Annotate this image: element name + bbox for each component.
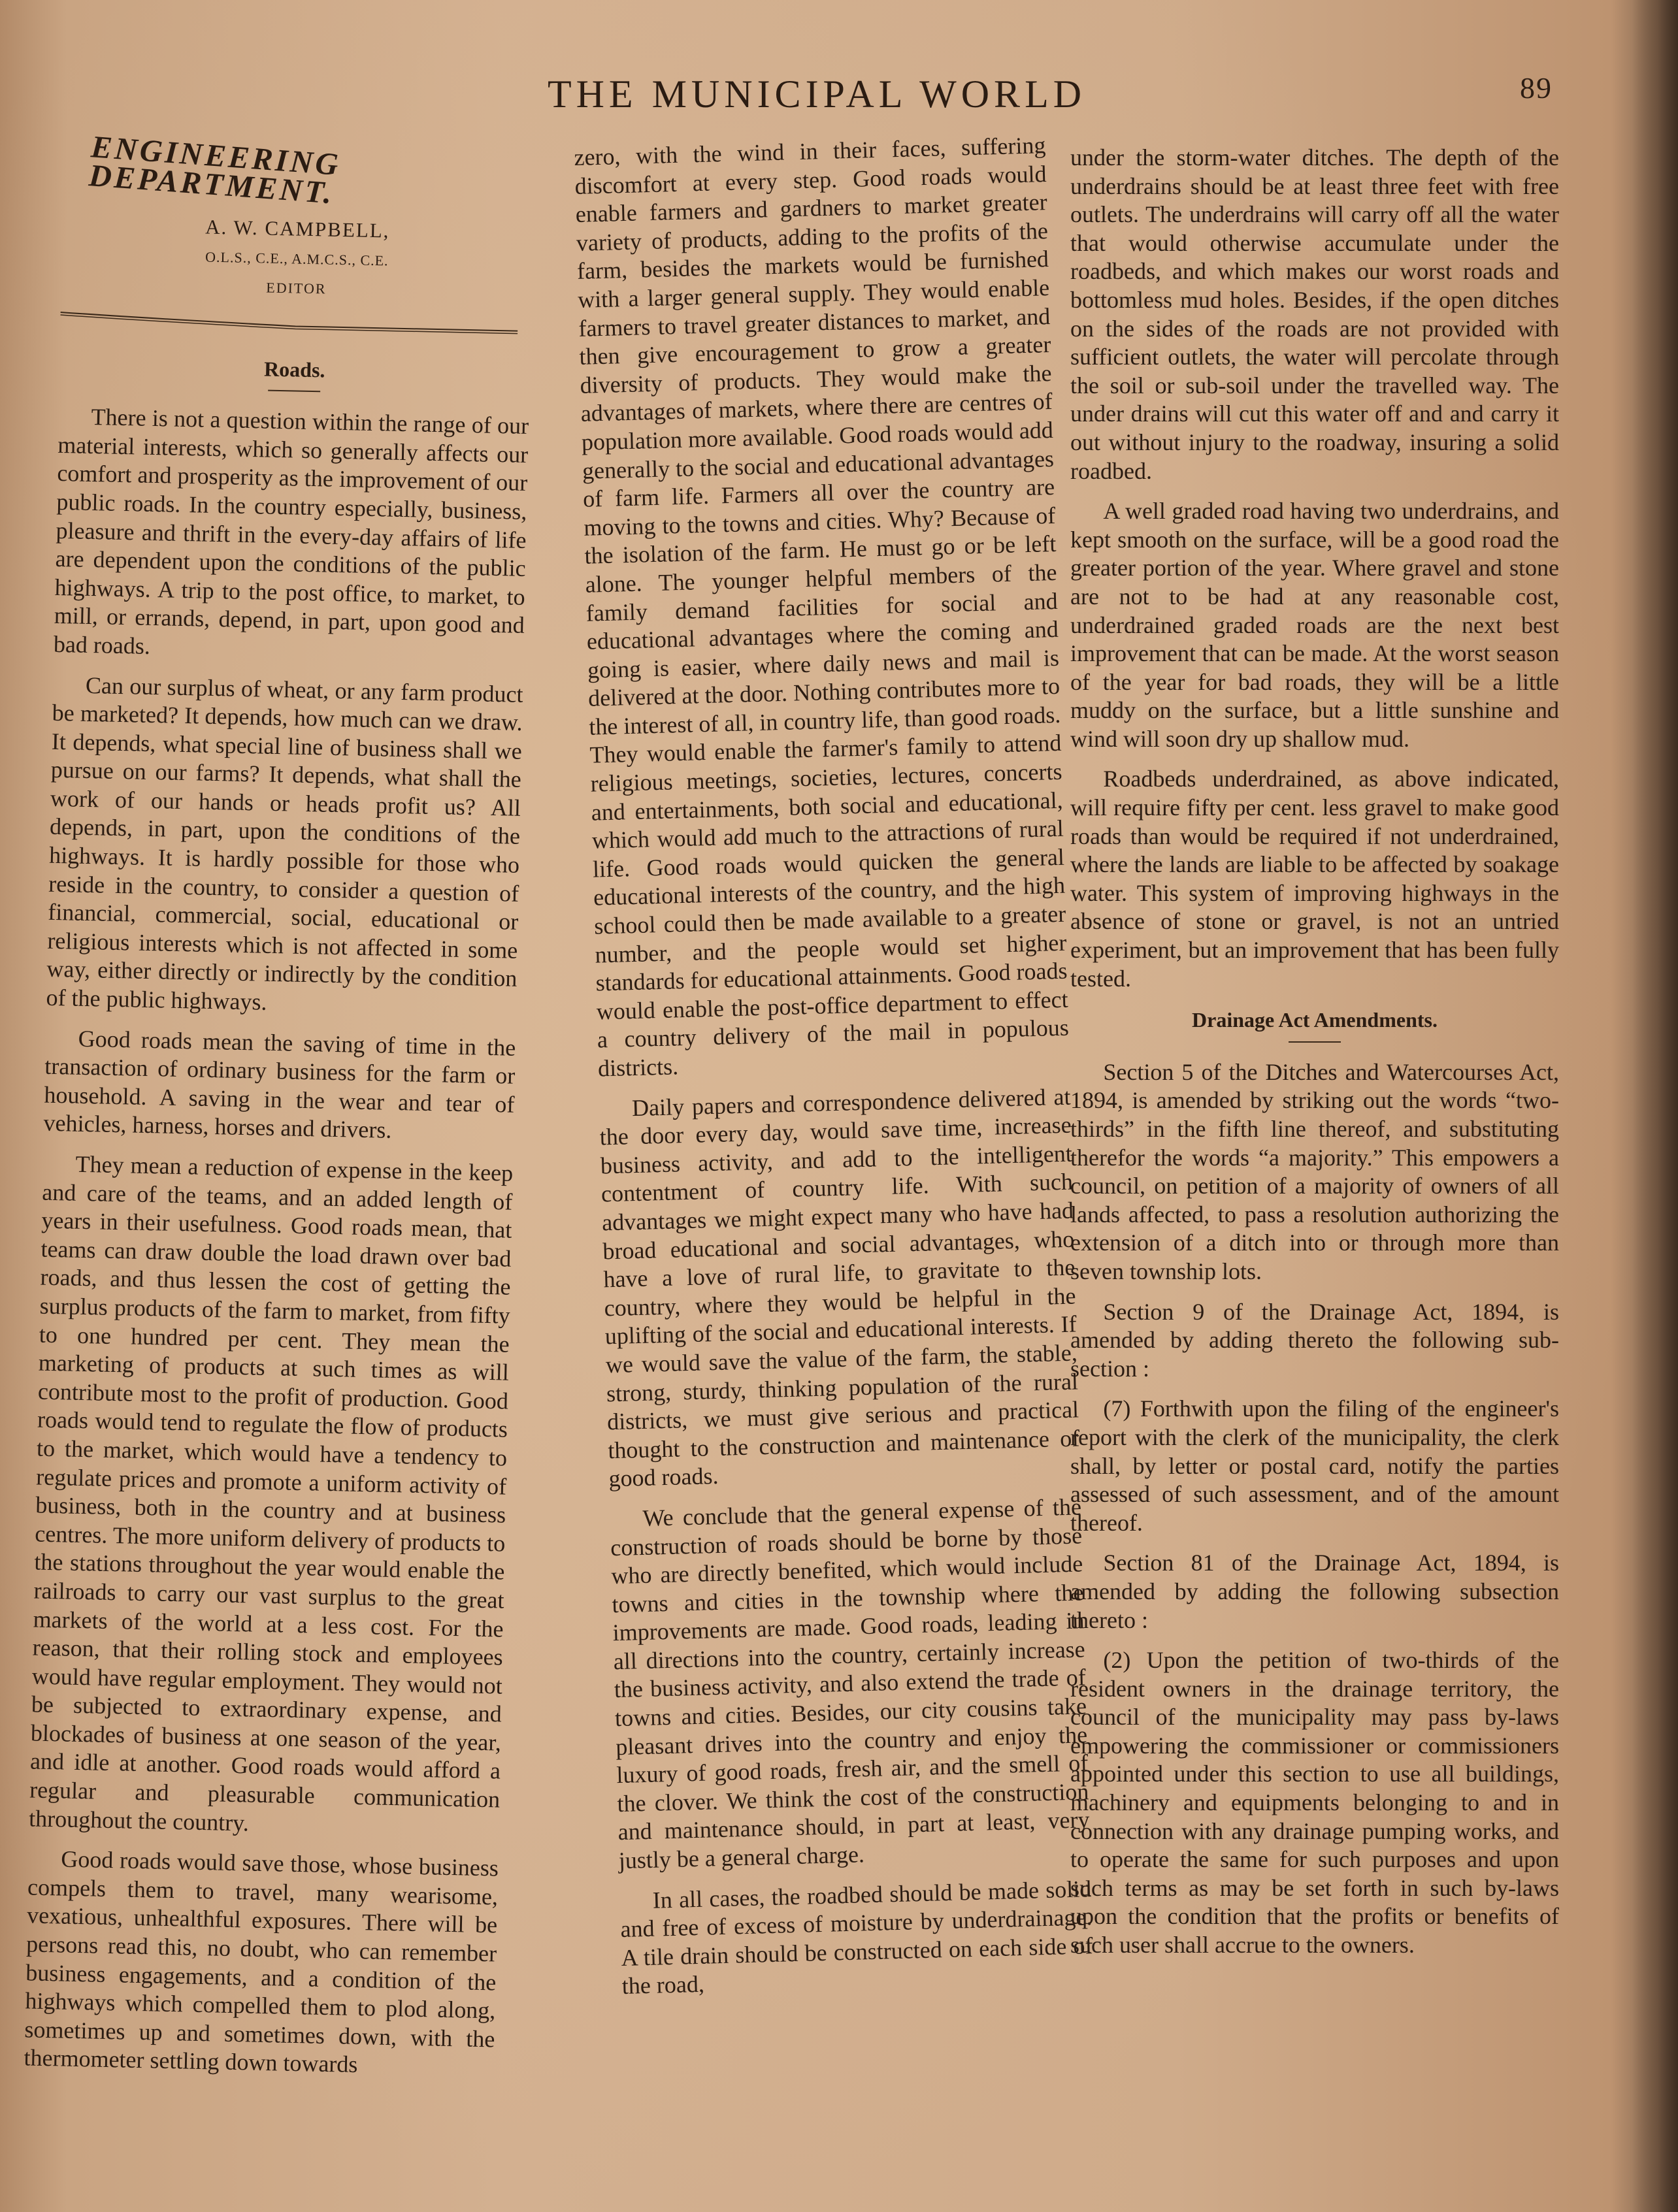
roads-paragraph: Daily papers and correspondence delivered at the door every day, would save time, increase business activity, and add to the intelligent contentment of country life. With such advantages we might expect many who have had broad educational and social advantages, who have a love of rural life, to gravitate to the country, where they would be helpful in the uplifting of the social and educational interests. If we would save the value of the farm, the stable, strong, sturdy, thinking population of the rural districts, we must give serious and practical thought to the construction and maintenance of good roads. <box>599 1083 1080 1492</box>
roads-paragraph: Roadbeds underdrained, as above indicated, will require fifty per cent. less gravel to make good roads than would be required if not underdrained, where the lands are liable to be affected by soakage water. This system of improving highways in the absence of stone or gravel, is not an untried experiment, but an improvement that has been fully tested. <box>1070 766 1559 992</box>
roads-paragraph: A well graded road having two underdrains, and kept smooth on the surface, will be a good road the greater portion of the year. Where gravel and stone are not to be had at any reasonable cost, underdrained graded roads are the next best improvement that can be made. At the worst season of the year for bad roads, they will be a little muddy on the surface, but a little sunshine and wind will soon dry up shallow mud. <box>1070 498 1559 752</box>
drainage-paragraph: Section 9 of the Drainage Act, 1894, is amended by adding thereto the following sub-section : <box>1070 1298 1559 1382</box>
roads-paragraph: zero, with the wind in their faces, suffering discomfort at every step. Good roads would enable farmers and gardners to market greater variety of products, adding to the profits of the farm, besides the markets would be furnished with a larger general supply. They would enable farmers to travel greater distances to market, and then give encouragement to grow a greater diversity of products. They would make the advantages of markets, where there are centres of population more available. Good roads would add generally to the social and educational advantages of farm life. Farmers all over the country are moving to the towns and cities. Why? Because of the isolation of the farm. He must go or be left alone. The younger helpful members of the family demand facilities for social and educational advantages where the coming and going is easier, where daily news and mail is delivered at the door. Nothing contributes more to the interest of all, in country life, than good roads. They would enable the farmer's family to attend religious meetings, societies, lectures, concerts and entertainments, both social and educational, which would add much to the attractions of rural life. Good roads would quicken the general educational interests of the country, and the high school could then be made available to a greater number, and the people would set higher standards for educational attainments. Good roads would enable the post-office department to effect a country delivery of the mail in populous districts. <box>574 132 1070 1082</box>
column-1 <box>24 129 535 2094</box>
roads-paragraph: under the storm-water ditches. The depth of the underdrains should be at least three feet with free outlets. The underdrains will carry off all the water that would otherwise accumulate under the roadbeds, and which makes our worst roads and bottomless mud holes. Besides, if the open ditches on the sides of the roads are not provided with sufficient outlets, the water will percolate through the soil or sub-soil under the travelled way. The under drains will cut this water off and and carry it out without injury to the roadway, insuring a solid roadbed. <box>1070 144 1559 484</box>
column-2 <box>574 131 1094 2013</box>
title-rule <box>268 390 320 393</box>
editor-role: EDITOR <box>266 279 327 297</box>
roads-paragraph: Good roads mean the saving of time in the transaction of ordinary business for the farm or household. A saving in the wear and tear of vehicles, harness, horses and drivers. <box>43 1025 516 1144</box>
drainage-paragraph: Section 81 of the Drainage Act, 1894, is amended by adding the following subsection thereto : <box>1070 1550 1559 1633</box>
article-title-drainage: Drainage Act Amendments. <box>1192 1008 1438 1032</box>
department-title: ENGINEERING DEPARTMENT. <box>88 129 342 211</box>
roads-paragraph: There is not a question within the range of our material interests, which so generally affects our comfort and prosperity as the improvement of our public roads. In the country especially, business, pleasure and thrift in the every-day affairs of life are dependent upon the conditions of the public highways. A trip to the post office, to market, to mill, or errands, depend, in part, upon good and bad roads. <box>53 404 529 659</box>
drainage-paragraph: (7) Forthwith upon the filing of the engineer's report with the clerk of the municipality, the clerk shall, by letter or postal card, notify the parties assessed of such assessment, and of the amount thereof. <box>1070 1395 1559 1536</box>
title-rule <box>1289 1041 1341 1043</box>
page-binding-shadow <box>1632 0 1678 2212</box>
page-header <box>0 65 1678 124</box>
roads-paragraph: They mean a reduction of expense in the keep and care of the teams, and an added length of years in their usefulness. Good roads mean, that teams can draw double the load drawn over bad roads, and thus lessen the cost of getting the surplus products of the farm to market, from fifty to one hundred per cent. They mean the marketing of products at such times as will contribute most to the profit of production. Good roads would tend to regulate the flow of products to the market, which would have a tendency to regulate prices and promote a uniform activity of business, both in the country and at business centres. The more uniform delivery of products to the stations throughout the year would enable the railroads to carry our vast surplus to the great markets of the world at a less cost. For the reason, that their rolling stock and employees would have regular employment. They would not be subjected to extraordinary expense, and blockades of business at one season of the year, and idle at another. Good roads would afford a regular and pleasurable communication throughout the country. <box>28 1150 514 1836</box>
drainage-paragraph: Section 5 of the Ditches and Watercourses Act, 1894, is amended by striking out the words “two-thirds” in the fifth line thereof, and substituting therefor the words “a majority.” This empowers a council, on petition of a majority of owners of all lands affected, to pass a resolution authorizing the extension of a ditch into or through more than seven township lots. <box>1070 1058 1559 1284</box>
roads-paragraph: We conclude that the general expense of the construction of roads should be borne by those who are directly benefited, which would include towns and cities in the township where the improvements are made. Good roads, leading in all directions into the country, certainly increase the business activity, and also extend the trade of towns and cities. Besides, our city cousins take pleasant drives into the country and enjoy the luxury of good roads, fresh air, and the smell of the clover. We think the cost of the construction and maintenance should, in part at least, very justly be a general charge. <box>610 1493 1090 1874</box>
roads-paragraph: Good roads would save those, whose business compels them to travel, many wearisome, vexatious, unhealthful exposures. There will be persons read this, no doubt, who can remember business engagements, and a condition of the highways which compelled them to plod along, sometimes up and sometimes down, with the thermometer settling down towards <box>24 1846 499 2078</box>
publication-title: THE MUNICIPAL WORLD <box>547 73 1087 116</box>
editor-credentials: O.L.S., C.E., A.M.C.S., C.E. <box>205 248 389 269</box>
editor-name: A. W. CAMPBELL, <box>205 215 390 242</box>
decorative-swash-rule <box>60 307 531 336</box>
drainage-paragraph: (2) Upon the petition of two-thirds of the resident owners in the drainage territory, the council of the municipality may pass by-laws empowering the commissioner or commissioners appointed under this section to use all buildings, machinery and equipments belonging to and in connection with any drainage pumping works, and to operate the same for such purposes and upon such terms as may be set forth in such by-laws upon the condition that the profits or benefits of such user shall accrue to the owners. <box>1070 1647 1559 1959</box>
roads-paragraph: Can our surplus of wheat, or any farm product be marketed? It depends, how much can we draw. It depends, what special line of business shall we pursue on our farms? It depends, what shall the work of our hands or heads profit us? All depends, in part, upon the conditions of the highways. It is hardly possible for those who reside in the country, to consider a question of financial, commercial, social, educational or religious interests which is not affected in some way, either directly or indirectly by the condition of the public highways. <box>46 672 523 1015</box>
article-title-roads: Roads. <box>263 357 325 382</box>
page-number: 89 <box>1520 71 1553 105</box>
roads-paragraph: In all cases, the roadbed should be made solid and free of excess of moisture by underdrainage. A tile drain should be constructed on each side of the road, <box>620 1875 1093 2000</box>
column-3 <box>1070 144 1559 1972</box>
